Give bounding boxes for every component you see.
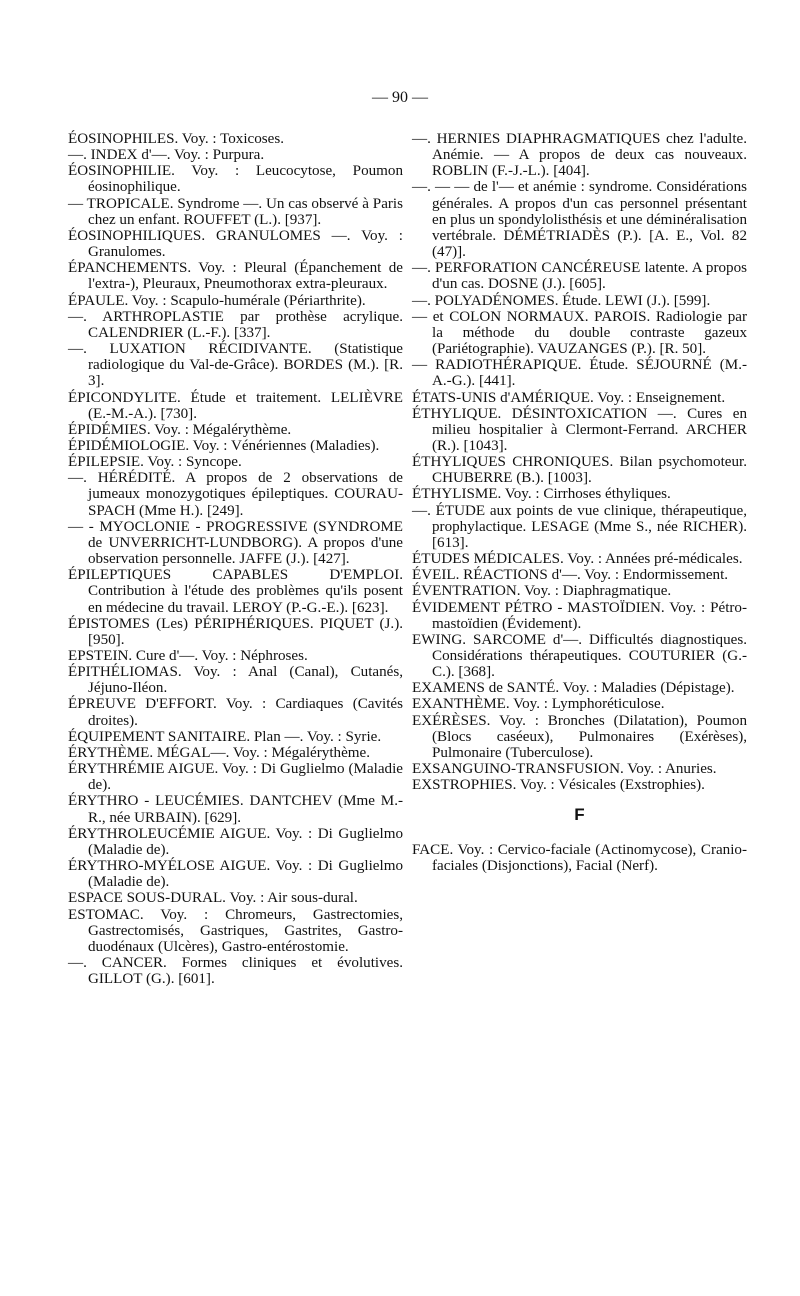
index-entry: ÉVENTRATION. Voy. : Diaphragmatique. [412,583,672,600]
section-letter-heading: F [574,805,585,825]
index-entry: —. POLYADÉNOMES. Étude. LEWI (J.). [599]. [412,292,711,309]
index-entry: —. INDEX d'—. Voy. : Purpura. [68,147,265,164]
index-entry: ÉPANCHEMENTS. Voy. : Pleural (Épanchement de l'extra-), Pleuraux, Pneumothorax extra-pleuraux. [68,260,403,293]
index-entry: —. HERNIES DIAPHRAGMATIQUES chez l'adulte. Anémie. — A propos de deux cas nouveaux. ROBLIN (F.-J.-L.). [404]. [412,131,747,180]
index-entry: ÉPILEPSIE. Voy. : Syncope. [68,454,242,471]
index-entry: ESTOMAC. Voy. : Chromeurs, Gastrectomies, Gastrectomisés, Gastriques, Gastrites, Gastro-duodénaux (Ulcères), Gastro-entérostomie. [68,906,403,955]
index-entry: ÉOSINOPHILIE. Voy. : Leucocytose, Poumon éosinophilique. [68,163,403,196]
index-entry: ÉQUIPEMENT SANITAIRE. Plan —. Voy. : Syrie. [68,728,382,745]
index-entry: —. ARTHROPLASTIE par prothèse acrylique. CALENDRIER (L.-F.). [337]. [68,308,403,341]
index-entry: —. ÉTUDE aux points de vue clinique, thérapeutique, prophylactique. LESAGE (Mme S., née RICHER). [613]. [412,502,747,551]
index-entry: —. CANCER. Formes cliniques et évolutives. GILLOT (G.). [601]. [68,954,403,988]
index-entry: ÉRYTHROLEUCÉMIE AIGUE. Voy. : Di Guglielmo (Maladie de). [68,825,403,858]
index-entry: ÉTUDES MÉDICALES. Voy. : Années pré-médicales. [412,551,743,568]
index-entry: ÉPREUVE D'EFFORT. Voy. : Cardiaques (Cavités droites). [68,696,403,729]
index-entry: ÉVIDEMENT PÉTRO - MASTOÏDIEN. Voy. : Pétro-mastoïdien (Évidement). [412,599,747,632]
index-entry: —. HÉRÉDITÉ. A propos de 2 observations de jumeaux monozygotiques épileptiques. COURAU-SPACH (Mme H.). [249]. [68,470,403,519]
index-entry: ESPACE SOUS-DURAL. Voy. : Air sous-dural. [68,890,358,907]
index-entry: EXSTROPHIES. Voy. : Vésicales (Exstrophies). [412,777,705,794]
index-entry: ÉPIDÉMIOLOGIE. Voy. : Vénériennes (Maladies). [68,437,380,454]
index-entry: —. PERFORATION CANCÉREUSE latente. A propos d'un cas. DOSNE (J.). [605]. [412,260,747,293]
index-entry: — - MYOCLONIE - PROGRESSIVE (SYNDROME de UNVERRICHT-LUNDBORG). A propos d'une observation personnelle. JAFFE (J.). [427]. [68,518,403,568]
index-entry: ÉTHYLIQUES CHRONIQUES. Bilan psychomoteur. CHUBERRE (B.). [1003]. [412,454,747,487]
index-entry: ÉPISTOMES (Les) PÉRIPHÉRIQUES. PIQUET (J.). [950]. [68,615,403,648]
index-entry: EXÉRÈSES. Voy. : Bronches (Dilatation), Poumon (Blocs caséeux), Pulmonaires (Exérèses), Pulmonaire (Tuberculose). [412,712,747,761]
index-entry: ÉOSINOPHILIQUES. GRANULOMES —. Voy. : Granulomes. [68,227,403,261]
index-entry: ÉRYTHRÉMIE AIGUE. Voy. : Di Guglielmo (Maladie de). [68,761,403,794]
index-entry: ÉPILEPTIQUES CAPABLES D'EMPLOI. Contribution à l'étude des problèmes qu'ils posent en médecine du travail. LEROY (P.-G.-E.). [623]. [68,567,403,616]
index-column-left [68,131,403,987]
index-entry: ÉPICONDYLITE. Étude et traitement. LELIÈVRE (E.-M.-A.). [730]. [68,389,403,422]
index-entry: ÉVEIL. RÉACTIONS d'—. Voy. : Endormissement. [412,567,729,584]
index-entry: ÉTHYLIQUE. DÉSINTOXICATION —. Cures en milieu hospitalier à Clermont-Ferrand. ARCHER (R.). [1043]. [412,405,747,454]
index-entry: — TROPICALE. Syndrome —. Un cas observé à Paris chez un enfant. ROUFFET (L.). [937]. [68,195,403,228]
index-entry: —. LUXATION RÉCIDIVANTE. (Statistique radiologique du Val-de-Grâce). BORDES (M.). [R. 3]. [68,341,403,390]
index-entry: FACE. Voy. : Cervico-faciale (Actinomycose), Cranio-faciales (Disjonctions), Facial (Nerf). [412,841,747,874]
page-number: — 90 — [372,89,428,106]
index-entry: EXSANGUINO-TRANSFUSION. Voy. : Anuries. [412,761,717,778]
index-entry: —. — — de l'— et anémie : syndrome. Considérations générales. A propos d'un cas personnel présentant en plus un spondylolisthésis et une déminéralisation vertébrale. DÉMÉTRIADÈS (P.). [A. E., Vol. 82 (47)]. [412,179,747,261]
index-entry: ÉPIDÉMIES. Voy. : Mégalérythème. [68,421,292,438]
index-entry: EWING. SARCOME d'—. Difficultés diagnostiques. Considérations thérapeutiques. COUTURIER (G.-C.). [368]. [412,631,747,681]
index-entry: — et COLON NORMAUX. PAROIS. Radiologie par la méthode du double contraste gazeux (Pariétographie). VAUZANGES (P.). [R. 50]. [412,308,747,358]
index-entry: ÉRYTHÈME. MÉGAL—. Voy. : Mégalérythème. [68,744,370,761]
index-entry: ÉPITHÉLIOMAS. Voy. : Anal (Canal), Cutanés, Jéjuno-Iléon. [68,664,403,697]
index-entry: — RADIOTHÉRAPIQUE. Étude. SÉJOURNÉ (M.-A.-G.). [441]. [412,357,747,390]
index-entry: EPSTEIN. Cure d'—. Voy. : Néphroses. [68,648,308,664]
index-entry: ÉRYTHRO-MYÉLOSE AIGUE. Voy. : Di Guglielmo (Maladie de). [68,858,403,891]
index-entry: EXANTHÈME. Voy. : Lymphoréticulose. [412,696,665,713]
index-entry: ÉTHYLISME. Voy. : Cirrhoses éthyliques. [412,486,671,503]
index-entry: ÉTATS-UNIS d'AMÉRIQUE. Voy. : Enseignement. [412,389,726,406]
index-entry: ÉPAULE. Voy. : Scapulo-humérale (Périarthrite). [68,292,366,309]
index-entry: ÉRYTHRO - LEUCÉMIES. DANTCHEV (Mme M.-R., née URBAIN). [629]. [68,793,403,826]
index-entry: EXAMENS de SANTÉ. Voy. : Maladies (Dépistage). [412,680,735,697]
index-entry: ÉOSINOPHILES. Voy. : Toxicoses. [68,131,284,147]
index-column-right [412,131,747,874]
